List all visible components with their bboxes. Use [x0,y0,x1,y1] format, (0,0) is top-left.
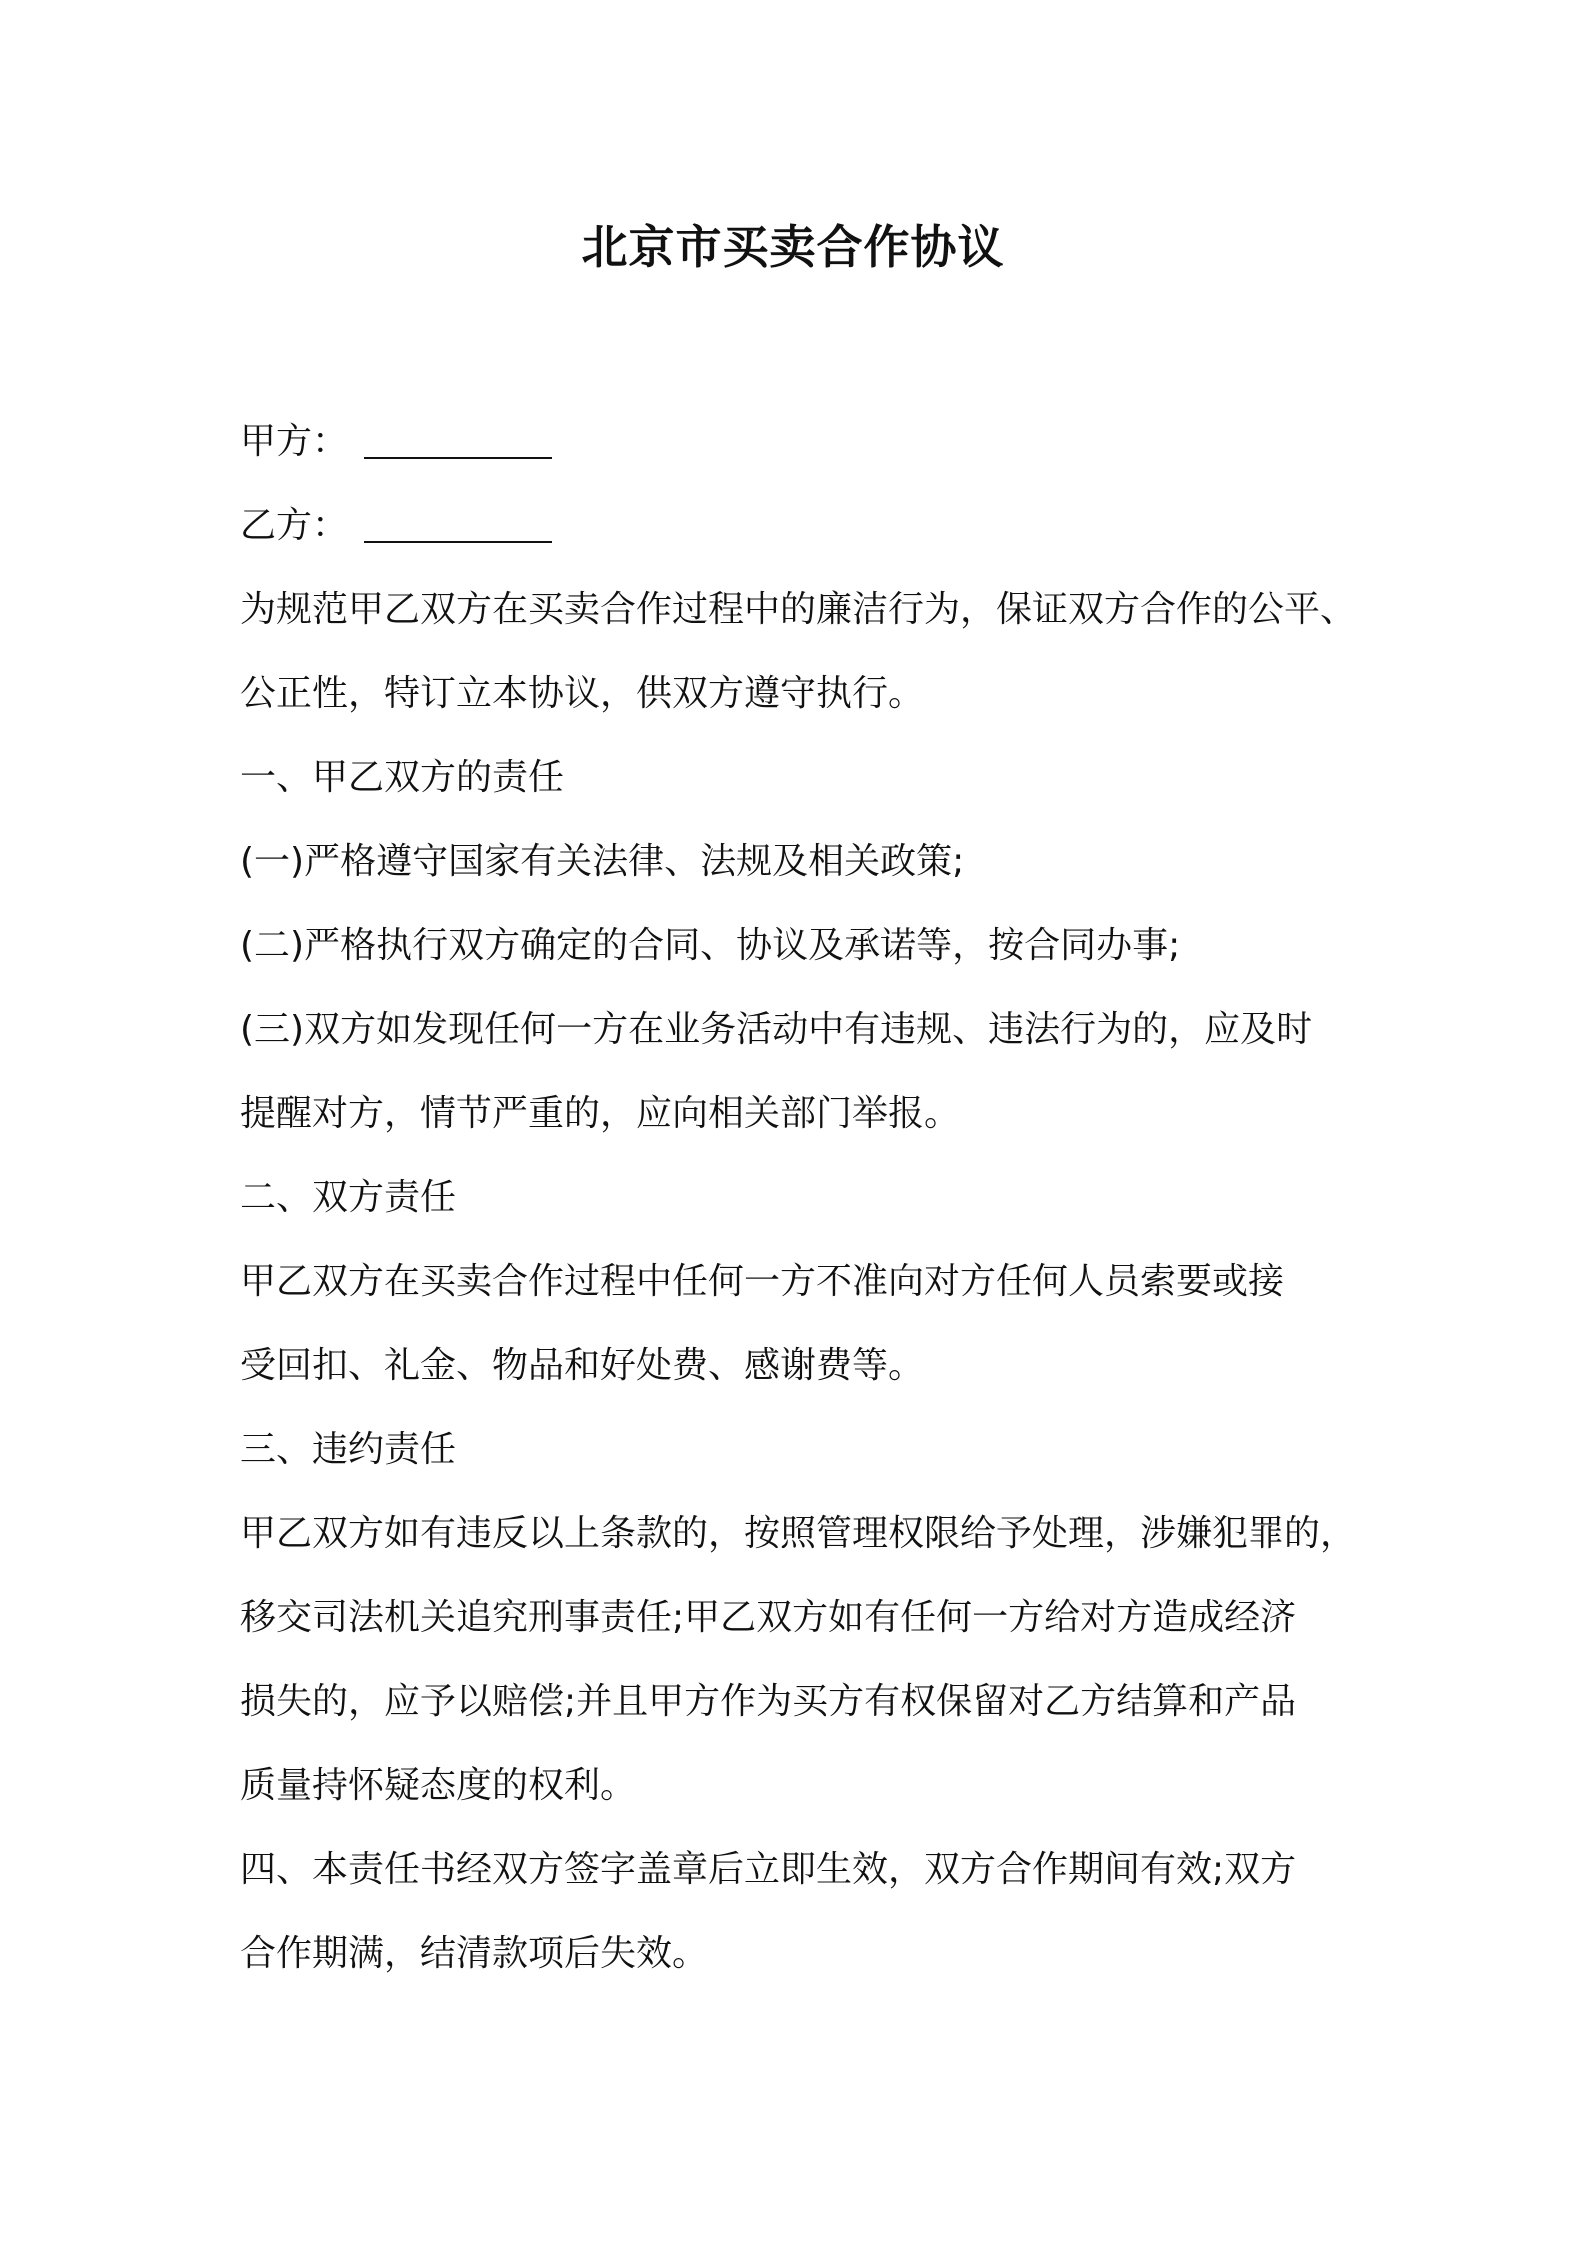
text-line: 为规范甲乙双方在买卖合作过程中的廉洁行为，保证双方合作的公平、 [240,589,1357,630]
text-line: 损失的，应予以赔偿;并且甲方作为买方有权保留对乙方结算和产品 [240,1681,1297,1722]
party-b-line [240,484,1370,568]
text-line: 甲乙双方如有违反以上条款的，按照管理权限给予处理，涉嫌犯罪的， [240,1513,1357,1554]
party-a-blank [364,417,552,459]
section-heading: 二、双方责任 [240,1177,457,1218]
text-line: (二)严格执行双方确定的合同、协议及承诺等，按合同办事; [240,925,1181,966]
text-line: 四、本责任书经双方签字盖章后立即生效，双方合作期间有效;双方 [240,1849,1297,1890]
text-line: 公正性，特订立本协议，供双方遵守执行。 [240,673,925,714]
text-line: (三)双方如发现任何一方在业务活动中有违规、违法行为的，应及时 [240,1009,1313,1050]
text-line: 合作期满，结清款项后失效。 [240,1933,709,1974]
text-line: (一)严格遵守国家有关法律、法规及相关政策; [240,841,965,882]
document-title: 北京市买卖合作协议 [581,220,1005,274]
section-heading: 一、甲乙双方的责任 [240,757,565,798]
document-body [240,400,1370,1996]
text-line: 受回扣、礼金、物品和好处费、感谢费等。 [240,1345,925,1386]
text-line: 提醒对方，情节严重的，应向相关部门举报。 [240,1093,961,1134]
text-line: 甲乙双方在买卖合作过程中任何一方不准向对方任何人员索要或接 [240,1261,1285,1302]
party-b-blank [364,501,552,543]
text-line: 质量持怀疑态度的权利。 [240,1765,637,1806]
text-line: 移交司法机关追究刑事责任;甲乙双方如有任何一方给对方造成经济 [240,1597,1297,1638]
party-a-line [240,400,1370,484]
section-heading: 三、违约责任 [240,1429,457,1470]
party-b-label: 乙方： [240,505,349,546]
party-a-label: 甲方： [240,421,349,462]
